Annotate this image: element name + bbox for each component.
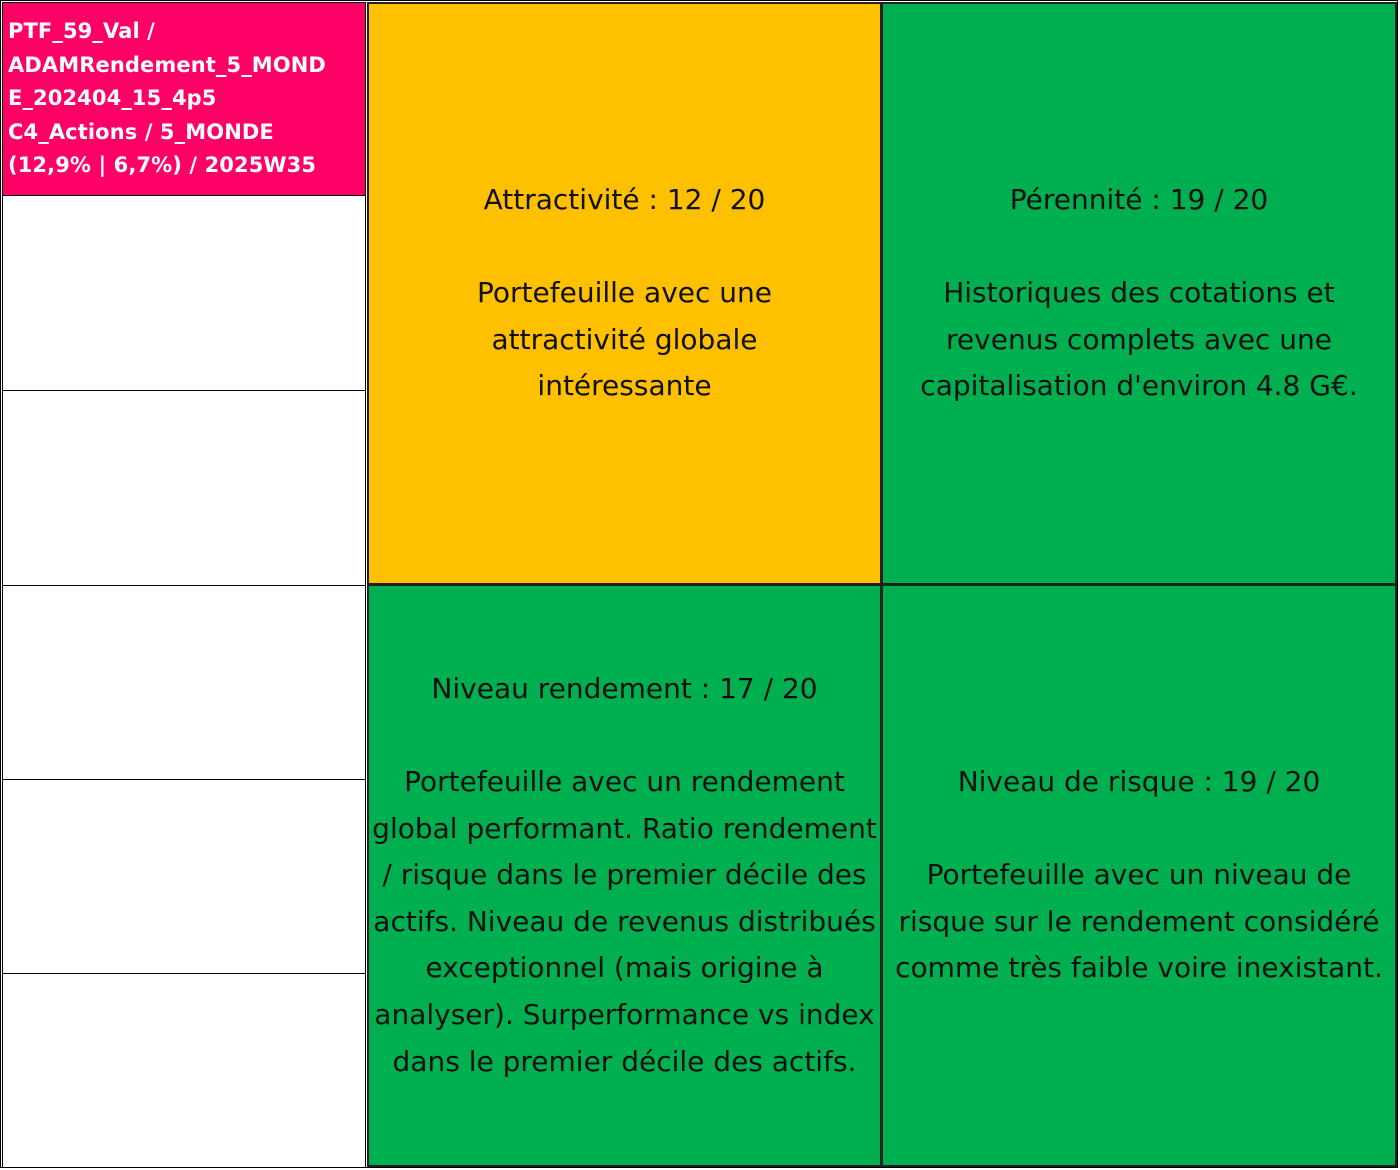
perennite-quadrant <box>881 2 1397 585</box>
attractivite-description: Portefeuille avec une attractivité globale intéressante <box>477 276 772 403</box>
portfolio-header-cell: PTF_59_Val / ADAMRendement_5_MOND E_202404_15_4p5 C4_Actions / 5_MONDE (12,9% | 6,7%) / 2025W35 <box>2 2 366 196</box>
rendement-description: Portefeuille avec un rendement global performant. Ratio rendement / risque dans le premier décile des actifs. Niveau de revenus distribués exceptionnel (mais origine à analyser). Surperformance vs index dans le premier décile des actifs. <box>372 765 877 1078</box>
perennite-title: Pérennité : 19 / 20 <box>1009 183 1269 217</box>
empty-cell-3 <box>2 585 366 781</box>
empty-cell-1 <box>2 195 366 391</box>
empty-cell-4 <box>2 779 366 975</box>
attractivite-quadrant <box>367 2 882 585</box>
risque-title: Niveau de risque : 19 / 20 <box>957 765 1321 799</box>
rendement-title: Niveau rendement : 17 / 20 <box>431 671 818 705</box>
risque-quadrant <box>881 584 1397 1167</box>
attractivite-title: Attractivité : 12 / 20 <box>483 183 766 217</box>
risque-description: Portefeuille avec un niveau de risque sur le rendement considéré comme très faible voire inexistant. <box>895 858 1383 985</box>
empty-cell-2 <box>2 390 366 586</box>
left-column <box>1 1 367 1168</box>
perennite-description: Historiques des cotations et revenus complets avec une capitalisation d'environ 4.8 G€. <box>920 276 1358 403</box>
empty-cell-5 <box>2 973 366 1168</box>
rendement-quadrant <box>367 584 882 1167</box>
